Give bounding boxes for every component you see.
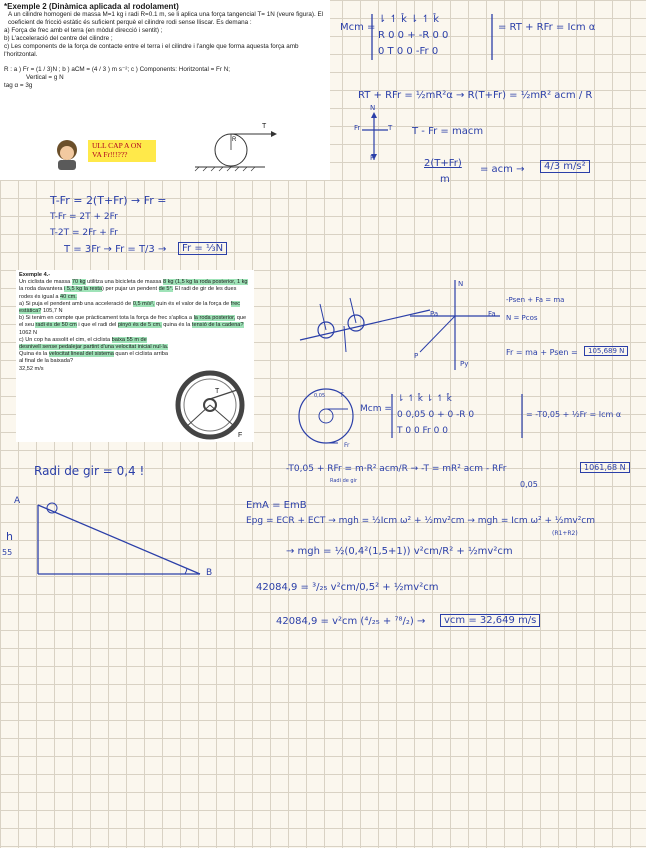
friction-derivation-2: T-Fr = 2T + 2Fr (50, 212, 118, 222)
rolling-equation: RT + RFr = ½mR²α → R(T+Fr) = ½mR² acm / R (358, 90, 593, 101)
exercise-2-intro: A un cilindre homogeni de massa M=1 kg i radi R=0.1 m, se li aplica una força tangencial T= 1N (veure figura). El coeficient de fricció estàtic és suficient perquè el cilindre rodi sense lliscar. Es demana : (8, 11, 324, 27)
fbd-p-label: P (370, 154, 375, 162)
energy-equation-4: 42084,9 = ³/₂₅ v²cm/0,5² + ½mv²cm (256, 582, 439, 593)
exercise-2-answer-line3: tag α = 3g (4, 81, 33, 89)
triangle-height-value: 55 (2, 548, 13, 557)
torque2-label: Mcm = (360, 404, 392, 414)
wheel-label-f: F (238, 432, 243, 439)
friction-result-box: Fr = ⅓N (178, 242, 227, 255)
torque2-row-2: 0 0,05 0 + 0 -R 0 (397, 410, 475, 420)
gyration-radius-note: Radi de gir = 0,4 ! (34, 464, 145, 478)
figure-label-r: R (232, 137, 237, 143)
fbd-t-label: T (388, 124, 393, 132)
exercise-2-title: *Exemple 2 (Dinàmica aplicada al rodolament) (4, 2, 179, 11)
wheel-label-t: T (215, 388, 220, 395)
acceleration-equals: = acm → (480, 164, 525, 175)
exercise-4-answer-c: 32,52 m/s (19, 365, 44, 372)
exercise-2-part-b: b) L'acceleració del centre del cilindre ; (4, 35, 113, 43)
friction-derivation-1: T-Fr = 2(T+Fr) → Fr = (50, 194, 167, 207)
warning-sticker: ULL CAP A ON VA Fr!!!??? (88, 140, 156, 162)
axes-p-label: P (414, 352, 419, 360)
wheel-radius-label: 0,05 (314, 393, 326, 399)
slope-triangle (20, 500, 213, 580)
final-velocity-result-box: vcm = 32,649 m/s (440, 614, 540, 627)
torque-result: = RT + RFr = Icm α (498, 22, 596, 33)
avatar-icon (52, 138, 82, 170)
exercise-2-part-c: c) Les components de la força de contacte entre el terra i el cilindre i l'angle que forma aquesta força amb l'horitzontal. (4, 43, 299, 59)
triangle-a-label: A (14, 496, 21, 506)
axes-n-label: N (458, 280, 464, 288)
free-body-diagram (360, 112, 393, 162)
torque-row-2: R 0 0 + -R 0 0 (378, 30, 449, 41)
incline-x-equation: -Psen + Fa = ma (506, 296, 565, 304)
torque-row-1: ⇂ ↿ k̂ ⇂ ↿ k̂ (378, 14, 439, 25)
energy-equation-5: 42084,9 = v²cm (⁴/₂₅ + ⁷⁸/₂) → (276, 616, 426, 627)
figure-label-t: T (262, 123, 267, 130)
fbd-fr-label: Fr (354, 124, 361, 132)
fbd-n-label: N (370, 104, 376, 112)
chain-tension-note: Radi de gir (330, 478, 358, 484)
friction-force-result-box: 105,689 N (584, 346, 628, 356)
wheel-torque-sketch (296, 386, 356, 446)
newton-equation: T - Fr = macm (412, 126, 484, 137)
exercise-4-part-a: a) Si puja el pendent amb una acceleració de 0,5 m/s², quin és el valor de la força de frec estàtica? 105,7 N (19, 300, 241, 315)
torque2-row-1: ⇂ ↿ k̂ ⇂ ↿ k̂ (397, 394, 452, 404)
exercise-2-answer-line1: R : a ) Fr = (1 / 3)N ; b ) aCM = (4 / 3 ) m s⁻²; c ) Components: Horitzontal = Fr N; (4, 65, 231, 73)
wheel-sprocket-figure (175, 370, 245, 440)
friction-derivation-4: T = 3Fr → Fr = T/3 → (64, 244, 167, 255)
acceleration-denominator: m (440, 174, 450, 185)
chain-tension-equation: -T0,05 + RFr = m·R² acm/R → -T = mR² acm - RFr (286, 464, 507, 474)
exercise-2-answer-line2: Vertical = g N (26, 73, 64, 81)
wheel-t-label: T (340, 392, 344, 399)
exercise-4-title: Exemple 4.- (19, 272, 51, 278)
exercise-2-part-a: a) Força de frec amb el terra (en mòdul direcció i sentit) ; (4, 27, 163, 35)
cylinder-figure (195, 125, 285, 170)
energy-equation-1: EmA = EmB (246, 500, 307, 511)
chain-tension-result-box: 1061,68 N (580, 462, 630, 473)
axes-py-label: Py (460, 360, 469, 368)
acceleration-numerator: 2(T+Fr) (424, 158, 462, 169)
torque-row-3: 0 T 0 0 -Fr 0 (378, 46, 439, 57)
torque2-row-3: T 0 0 Fr 0 0 (397, 426, 448, 436)
exercise-4-part-b: b) Si tenim en compte que pràcticament tota la força de frec s'aplica a la roda posterior, que el seu radi és de 50 cm i que el radi del pinyó és de 5 cm, quina és la tensió de la cadena? 1062 N (19, 315, 247, 336)
energy-equation-2: Epg = ECR + ECT → mgh = ½Icm ω² + ½mv²cm → mgh = Icm ω² + ½mv²cm (246, 516, 596, 526)
torque-label: Mcm = (340, 22, 376, 33)
force-axes-sketch (410, 280, 500, 370)
energy-equation-2-note: (R1+R2) (552, 530, 578, 537)
chain-tension-denominator: 0,05 (520, 480, 538, 489)
exercise-4-part-c: c) Un cop ha assolit el cim, el ciclista baixa 55 m de desnivell sense pedalejar partint d'una velocitat inicial nul·la. Quina és la velocitat lineal del sistema quan el ciclista arriba al final de la baixada? (19, 336, 169, 365)
energy-equation-3: → mgh = ½(0,4²(1,5+1)) v²cm/R² + ½mv²cm (286, 546, 513, 557)
exercise-4-statement: Un ciclista de massa 70 kg utilitza una bicicleta de massa 8 kg (1,5 kg la roda posterior, 1 kg la roda davantera i 5,5 kg la resta) per pujar un pendent de 5°. El radi de gir de les dues rodes és igual a 40 cm. (19, 279, 248, 300)
incline-y-equation: N = Pcos (506, 314, 538, 322)
axes-pa-label: Pa (430, 310, 439, 318)
acceleration-result-box: 4/3 m/s² (540, 160, 590, 173)
triangle-b-label: B (206, 568, 213, 578)
wheel-fr-label: Fr (344, 442, 350, 449)
axes-fa-label: Fa (488, 310, 496, 318)
friction-derivation-3: T-2T = 2Fr + Fr (50, 228, 118, 238)
triangle-h-label: h (6, 530, 13, 543)
torque2-result: = -T0,05 + ½Fr = Icm α (526, 410, 622, 419)
friction-force-equation: Fr = ma + Psen = (506, 348, 578, 357)
